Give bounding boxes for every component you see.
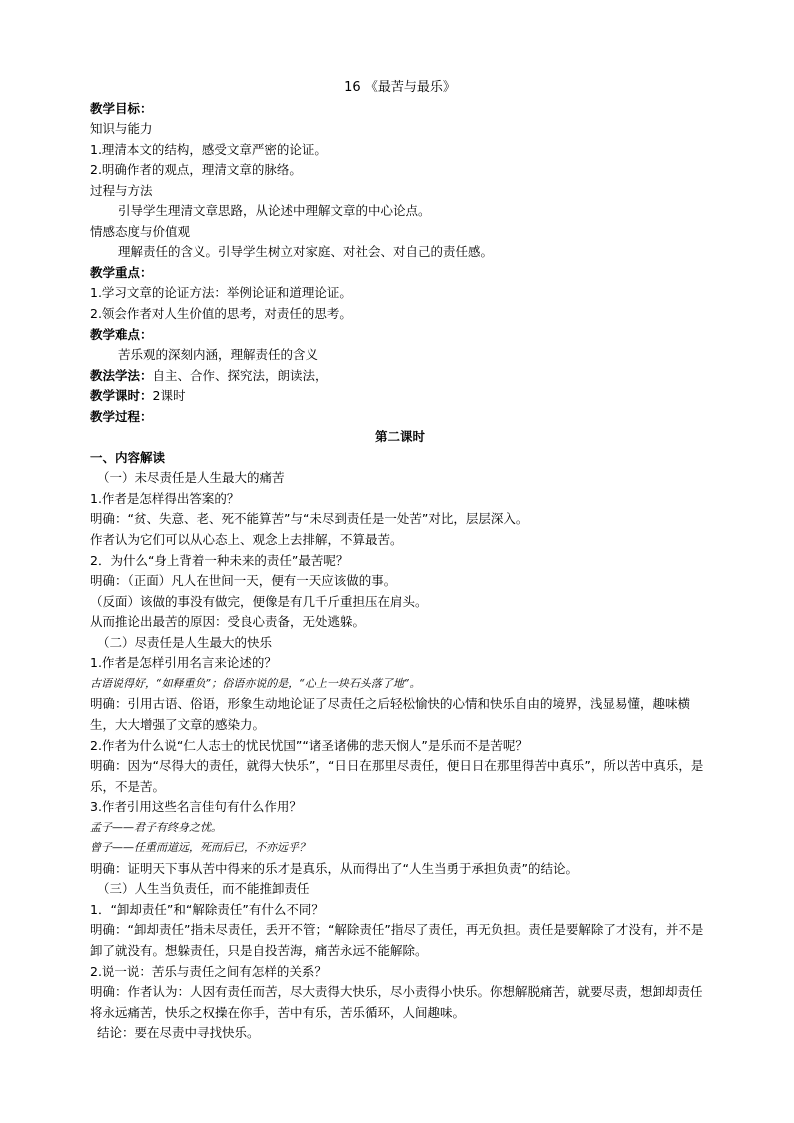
quote-1: 古语说得好，“如释重负”；俗语亦说的是，“心上一块石头落了地”。 bbox=[90, 676, 421, 690]
difficulty-item-1: 苦乐观的深刻内涵，理解责任的含义 bbox=[118, 347, 319, 363]
methods-heading: 教法学法： bbox=[90, 367, 153, 383]
key-point-1: 1.学习文章的论证方法：举例论证和道理论证。 bbox=[90, 285, 352, 301]
part2-heading: （二）尽责任是人生最大的快乐 bbox=[97, 634, 273, 650]
question-7: 2.说一说：苦乐与责任之间有怎样的关系？ bbox=[90, 963, 327, 979]
answer-2c: 从而推论出最苦的原因：受良心责备，无处逃躲。 bbox=[90, 614, 366, 630]
lesson-title: 第二课时 bbox=[374, 429, 425, 445]
answer-7: 明确：作者认为：人因有责任而苦，尽大责得大快乐，尽小责得小快乐。你想解脱痛苦，就要尽责，想卸却责任将永远痛苦，快乐之权操在你手，苦中有乐，苦乐循环，人间趣味。 bbox=[90, 984, 703, 1020]
methods-line bbox=[90, 366, 710, 387]
answer-6: 明确：“卸却责任”指未尽责任，丢开不管；“解除责任”指尽了责任，再无负担。责任是要解除了才没有，并不是卸了就没有。想躲责任，只是自投苦海，痛苦永远不能解除。 bbox=[90, 922, 704, 958]
answer-1a: 明确：“贫、失意、老、死不能算苦”与“未尽到责任是一处苦”对比，层层深入。 bbox=[90, 511, 529, 527]
knowledge-label: 知识与能力 bbox=[90, 121, 153, 137]
question-1: 1.作者是怎样得出答案的？ bbox=[90, 490, 240, 506]
process-heading: 教学过程： bbox=[90, 408, 153, 424]
part3-heading: （三）人生当负责任，而不能推卸责任 bbox=[97, 881, 310, 897]
quote-2: 孟子——君子有终身之忧。 bbox=[90, 820, 222, 834]
question-3: 1.作者是怎样引用名言来论述的？ bbox=[90, 655, 277, 671]
key-point-2: 2.领会作者对人生价值的思考，对责任的思考。 bbox=[90, 306, 352, 322]
knowledge-item-2: 2.明确作者的观点，理清文章的脉络。 bbox=[90, 162, 302, 178]
key-points-heading: 教学重点： bbox=[90, 264, 153, 280]
process-label: 过程与方法 bbox=[90, 182, 153, 198]
emotion-item-1: 理解责任的含义。引导学生树立对家庭、对社会、对自己的责任感。 bbox=[118, 244, 494, 260]
question-6: 1．“卸却责任”和“解除责任”有什么不同？ bbox=[90, 901, 324, 917]
document-page bbox=[90, 78, 710, 1044]
part1-heading: （一）未尽责任是人生最大的痛苦 bbox=[97, 470, 285, 486]
question-2: 2．为什么“身上背着一种未来的责任”最苦呢？ bbox=[90, 552, 349, 568]
question-5: 3.作者引用这些名言佳句有什么作用？ bbox=[90, 799, 302, 815]
quote-3: 曾子——任重而道远，死而后已，不亦远乎？ bbox=[90, 841, 310, 855]
conclusion: 结论：要在尽责中寻找快乐。 bbox=[97, 1025, 260, 1041]
hours-heading: 教学课时： bbox=[90, 388, 153, 404]
answer-4: 明确：因为“尽得大的责任，就得大快乐”，“日日在那里尽责任，便日日在那里得苦中真乐”，所以苦中真乐，是乐，不是苦。 bbox=[90, 758, 704, 794]
methods-text: 自主、合作、探究法，朗读法， bbox=[152, 367, 328, 383]
answer-3: 明确：引用古语、俗语，形象生动地论证了尽责任之后轻松愉快的心情和快乐自由的境界，浅显易懂，趣味横生，大大增强了文章的感染力。 bbox=[90, 696, 691, 732]
difficulties-heading: 教学难点： bbox=[90, 326, 153, 342]
knowledge-item-1: 1.理清本文的结构，感受文章严密的论证。 bbox=[90, 141, 327, 157]
process-item-1: 引导学生理清文章思路，从论述中理解文章的中心论点。 bbox=[118, 203, 431, 219]
objectives-heading: 教学目标： bbox=[90, 100, 153, 116]
hours-text: 2课时 bbox=[152, 388, 186, 404]
hours-line bbox=[90, 386, 710, 407]
answer-2b: （反面）该做的事没有做完，便像是有几千斤重担压在肩头。 bbox=[90, 593, 428, 609]
question-4: 2.作者为什么说“仁人志士的忧民忧国”“诸圣诸佛的悲天悯人”是乐而不是苦呢？ bbox=[90, 737, 528, 753]
document-title: 16 《最苦与最乐》 bbox=[344, 80, 456, 95]
answer-5: 明确：证明天下事从苦中得来的乐才是真乐，从而得出了“人生当勇于承担负责”的结论。 bbox=[90, 860, 578, 876]
answer-2a: 明确：（正面）凡人在世间一天，便有一天应该做的事。 bbox=[90, 573, 397, 589]
answer-1b: 作者认为它们可以从心态上、观念上去排解，不算最苦。 bbox=[90, 532, 403, 548]
section1-heading: 一、内容解读 bbox=[90, 449, 166, 465]
emotion-label: 情感态度与价值观 bbox=[90, 223, 191, 239]
